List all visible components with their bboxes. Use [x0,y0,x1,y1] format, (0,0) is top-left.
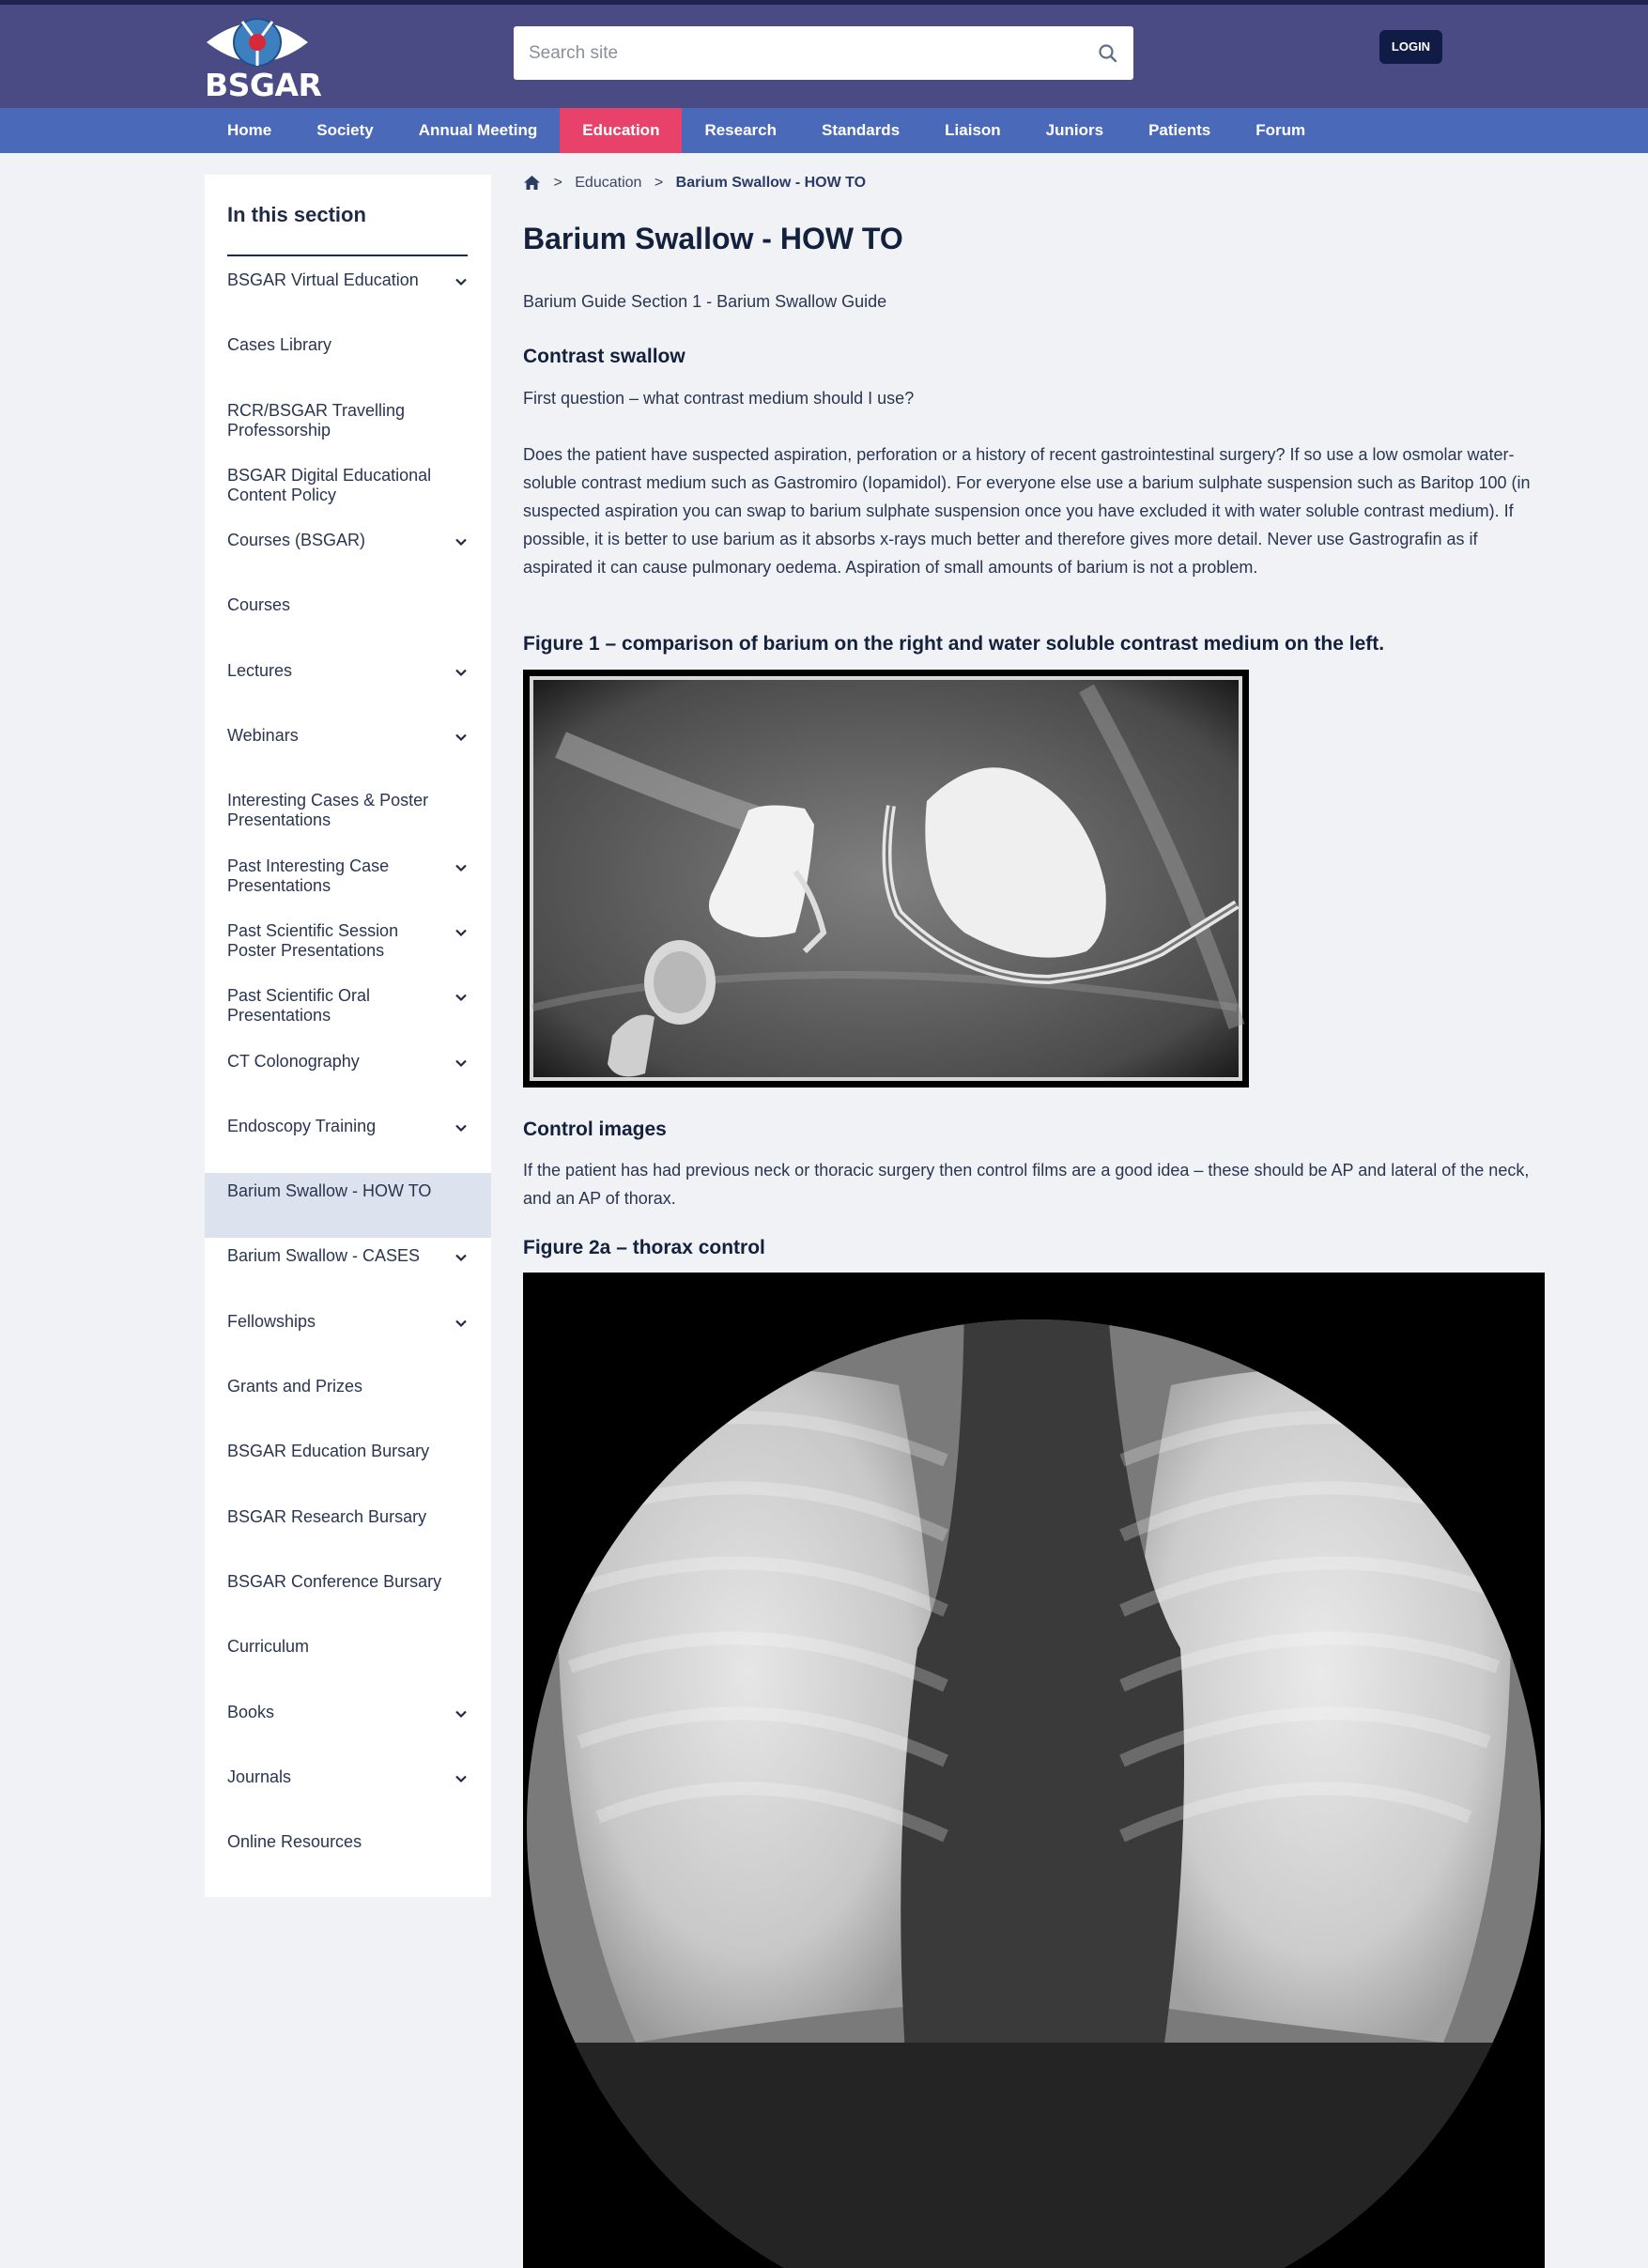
sidebar-item-label: Journals [227,1767,292,1786]
sidebar-item-rcr-bsgar-travelling-professorship[interactable] [205,393,491,457]
sidebar-item-label: Cases Library [227,335,332,355]
search-button[interactable] [1096,41,1120,66]
site-logo[interactable] [205,14,322,103]
main-nav-list [205,108,1328,153]
site-search [514,26,1133,80]
sidebar-title: In this section [227,203,366,226]
chevron-down-icon[interactable] [454,274,469,289]
figure2-caption [523,1237,765,1259]
sidebar-item-online-resources[interactable] [205,1824,491,1889]
sidebar-item-webinars[interactable] [205,717,491,782]
sidebar-item-label: Barium Swallow - CASES [227,1246,421,1266]
breadcrumb-separator: > [553,175,562,191]
section-sidebar [205,175,491,1897]
sidebar-item-label: Fellowships [227,1311,316,1331]
breadcrumb-education[interactable]: Education [575,175,642,191]
chevron-down-icon[interactable] [454,534,469,549]
sidebar-item-endoscopy-training[interactable] [205,1108,491,1173]
nav-item-standards[interactable]: Standards [822,121,901,139]
sidebar-item-books[interactable] [205,1694,491,1759]
sidebar-item-grants-and-prizes[interactable] [205,1368,491,1433]
sidebar-item-label: Past Interesting Case Presentations [227,856,390,895]
login-button[interactable]: LOGIN [1379,30,1442,64]
control-heading: Control images [523,1119,667,1140]
sidebar-item-label: Lectures [227,660,293,680]
sidebar-item-label: BSGAR Conference Bursary [227,1571,442,1591]
sidebar-item-label: Interesting Cases & Poster Presentations [227,791,429,830]
barium-xray-image [523,670,1249,1088]
logo-text: BSGAR [205,67,322,103]
sidebar-item-past-scientific-session-poster-presentations[interactable] [205,913,491,978]
contrast-body: Does the patient have suspected aspiration, perforation or a history of recent gastrointestinal surgery? If so use a low osmolar water-soluble contrast medium such as Gastromiro (Iopamidol). For everyone else use a barium sulphate suspension such as Baritop 100 (in suspected aspiration you can swap to barium sulphate suspension once you have excluded it with water soluble contrast medium). If possible, it is better to use barium as it absorbs x-rays much better and therefore gives more detail. Never use Gastrografin as if aspirated it can cause pulmonary oedema. Aspiration of small amounts of barium is not a problem. [523,445,1531,577]
sidebar-item-bsgar-conference-bursary[interactable] [205,1564,491,1628]
sidebar-item-courses[interactable] [205,587,491,652]
chevron-down-icon[interactable] [454,730,469,745]
sidebar-item-label: Barium Swallow - HOW TO [227,1181,432,1201]
search-icon [1096,41,1120,66]
eye-logo-icon [205,14,310,70]
chevron-down-icon[interactable] [454,860,469,875]
sidebar-item-courses-bsgar[interactable] [205,522,491,587]
sidebar-item-label: Grants and Prizes [227,1377,363,1396]
sidebar-item-curriculum[interactable] [205,1628,491,1693]
breadcrumb [523,175,866,193]
sidebar-list [205,262,491,1889]
sidebar-item-barium-swallow-how-to[interactable] [205,1173,491,1238]
chevron-down-icon[interactable] [454,1120,469,1135]
sidebar-item-label: Courses [227,595,291,615]
chevron-down-icon[interactable] [454,1706,469,1721]
intro-text: Barium Guide Section 1 - Barium Swallow Guide [523,292,887,311]
chevron-down-icon[interactable] [454,1316,469,1331]
home-icon [523,175,541,191]
sidebar-item-label: RCR/BSGAR Travelling Professorship [227,400,406,440]
sidebar-item-label: Past Scientific Session Poster Presentations [227,920,399,960]
chevron-down-icon[interactable] [454,1250,469,1265]
search-input[interactable] [514,26,1077,80]
chevron-down-icon[interactable] [454,665,469,680]
sidebar-item-cases-library[interactable] [205,327,491,392]
chevron-down-icon[interactable] [454,1771,469,1786]
sidebar-item-label: Curriculum [227,1637,310,1657]
nav-item-education[interactable]: Education [560,108,682,153]
nav-item-home[interactable]: Home [227,121,272,139]
chevron-down-icon[interactable] [454,990,469,1005]
sidebar-item-bsgar-digital-educational-content-policy[interactable] [205,457,491,522]
sidebar-item-ct-colonography[interactable] [205,1043,491,1108]
sidebar-item-interesting-cases-poster-presentations[interactable] [205,782,491,847]
chevron-down-icon[interactable] [454,1056,469,1071]
nav-item-society[interactable]: Society [316,121,374,139]
nav-item-forum[interactable]: Forum [1255,121,1306,139]
sidebar-item-label: BSGAR Digital Educational Content Policy [227,465,432,504]
nav-item-liaison[interactable]: Liaison [945,121,1001,139]
nav-item-annual-meeting[interactable]: Annual Meeting [418,121,538,139]
figure2-caption-text: Figure 2a – thorax control [523,1237,765,1258]
main-nav [0,108,1648,153]
sidebar-item-label: Past Scientific Oral Presentations [227,986,371,1026]
sidebar-item-label: Webinars [227,726,299,746]
breadcrumb-current: Barium Swallow - HOW TO [675,175,867,191]
chevron-down-icon[interactable] [454,925,469,940]
sidebar-item-journals[interactable] [205,1759,491,1824]
figure1-image [523,670,1249,1088]
sidebar-item-barium-swallow-cases[interactable] [205,1238,491,1303]
sidebar-item-label: Courses (BSGAR) [227,531,366,550]
contrast-question: First question – what contrast medium should I use? [523,389,915,408]
sidebar-divider [227,255,468,256]
figure2-image [523,1273,1545,2268]
page-title: Barium Swallow - HOW TO [523,222,903,255]
breadcrumb-separator: > [654,175,664,191]
nav-item-research[interactable]: Research [704,121,778,139]
sidebar-item-label: Endoscopy Training [227,1116,377,1135]
sidebar-item-past-scientific-oral-presentations[interactable] [205,978,491,1042]
sidebar-item-bsgar-research-bursary[interactable] [205,1499,491,1564]
contrast-heading: Contrast swallow [523,346,685,367]
sidebar-item-label: CT Colonography [227,1051,360,1071]
sidebar-item-label: BSGAR Virtual Education [227,270,419,289]
nav-item-patients[interactable]: Patients [1148,121,1211,139]
sidebar-item-label: BSGAR Research Bursary [227,1506,427,1526]
sidebar-item-fellowships[interactable] [205,1304,491,1368]
sidebar-item-label: BSGAR Education Bursary [227,1442,430,1461]
control-body: If the patient has had previous neck or thoracic surgery then control films are a good idea – these should be AP and lateral of the neck, and an AP of thorax. [523,1161,1530,1208]
sidebar-item-past-interesting-case-presentations[interactable] [205,848,491,913]
sidebar-item-bsgar-education-bursary[interactable] [205,1433,491,1498]
sidebar-item-label: Online Resources [227,1832,362,1852]
sidebar-item-bsgar-virtual-education[interactable] [205,262,491,327]
site-header [0,5,1648,108]
nav-item-juniors[interactable]: Juniors [1045,121,1104,139]
thorax-xray-image [523,1273,1545,2268]
sidebar-item-lectures[interactable] [205,653,491,717]
breadcrumb-home[interactable] [523,175,545,191]
figure1-caption: Figure 1 – comparison of barium on the right and water soluble contrast medium on the left. [523,633,1385,655]
sidebar-item-label: Books [227,1702,275,1721]
